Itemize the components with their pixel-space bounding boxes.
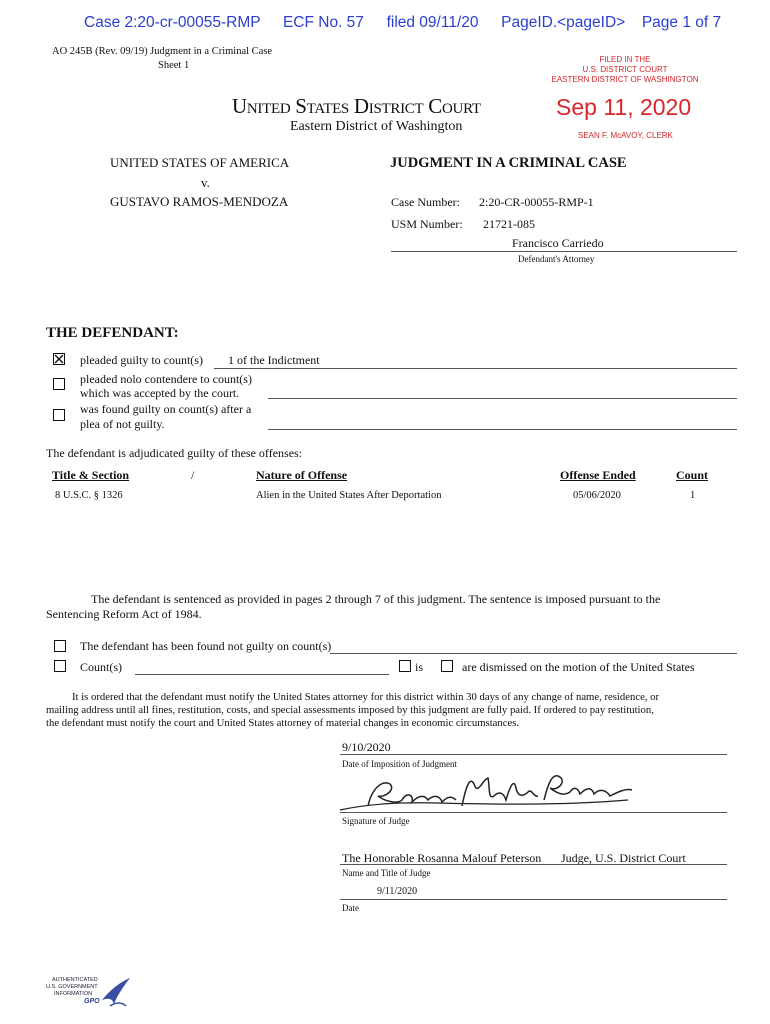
- nolo-text-2: which was accepted by the court.: [80, 386, 240, 400]
- court-district: Eastern District of Washington: [290, 119, 463, 134]
- attorney-label: Defendant's Attorney: [518, 254, 595, 264]
- is-text: is: [415, 660, 424, 674]
- counts-line: [135, 674, 389, 675]
- header-count: Count: [676, 468, 709, 482]
- ecf-filed: filed 09/11/20: [386, 14, 479, 31]
- signature-label: Signature of Judge: [342, 816, 410, 826]
- row-offense-ended: 05/06/2020: [573, 490, 621, 501]
- order-line1: It is ordered that the defendant must notify the United States attorney for this district within 30 days of any change of name, residence, or: [72, 691, 660, 703]
- found-guilty-line: [268, 429, 737, 430]
- imposition-label: Date of Imposition of Judgment: [342, 759, 457, 769]
- judge-name: The Honorable Rosanna Malouf Peterson: [342, 851, 542, 865]
- stamp-line3: EASTERN DISTRICT OF WASHINGTON: [551, 75, 699, 84]
- imposition-date: 9/10/2020: [342, 740, 391, 754]
- header-slash: /: [191, 468, 195, 482]
- ecf-number: ECF No. 57: [282, 14, 364, 31]
- header-offense-ended: Offense Ended: [560, 468, 636, 482]
- checkbox-is[interactable]: [399, 660, 411, 672]
- case-number-label: Case Number:: [391, 195, 460, 209]
- signature-graphic: [338, 766, 638, 816]
- order-line3: the defendant must notify the court and United States attorney of material changes in economic circumstances.: [46, 717, 520, 729]
- ecf-page: Page 1 of 7: [641, 14, 722, 31]
- gpo-logo: [44, 976, 134, 1016]
- judgment-title: JUDGMENT IN A CRIMINAL CASE: [390, 155, 627, 171]
- defendant-heading: THE DEFENDANT:: [46, 325, 179, 341]
- sentence-line1: The defendant is sentenced as provided in pages 2 through 7 of this judgment. The sentence is imposed pursuant to the: [91, 592, 661, 606]
- usm-number: 21721-085: [483, 217, 535, 231]
- gpo-line2: U.S. GOVERNMENT: [46, 984, 98, 990]
- versus: v.: [201, 175, 210, 190]
- checkbox-are[interactable]: [441, 660, 453, 672]
- header-title-section: Title & Section: [52, 468, 130, 482]
- ecf-header: [84, 14, 721, 32]
- checkbox-not-guilty[interactable]: [54, 640, 66, 652]
- plaintiff-name: UNITED STATES OF AMERICA: [110, 155, 290, 170]
- court-title-text: United States District Court: [232, 94, 481, 118]
- row-title-section: 8 U.S.C. § 1326: [55, 490, 123, 501]
- check-x-icon: [54, 354, 64, 364]
- stamp-line2: U.S. DISTRICT COURT: [582, 65, 668, 74]
- found-guilty-text-2: plea of not guilty.: [80, 417, 165, 431]
- imposition-line: [340, 754, 727, 755]
- not-guilty-line: [330, 653, 737, 654]
- nolo-text-1: pleaded nolo contendere to count(s): [80, 372, 252, 386]
- found-guilty-text-1: was found guilty on count(s) after a: [80, 402, 252, 416]
- ecf-case: Case 2:20-cr-00055-RMP: [84, 14, 261, 31]
- checkbox-nolo-contendere[interactable]: [53, 378, 65, 390]
- form-sheet: Sheet 1: [158, 60, 190, 71]
- usm-label: USM Number:: [391, 217, 463, 231]
- court-title: [232, 94, 481, 119]
- header-nature: Nature of Offense: [256, 468, 348, 482]
- row-nature: Alien in the United States After Deportation: [256, 490, 442, 501]
- pleaded-guilty-text: pleaded guilty to count(s): [80, 353, 203, 367]
- attorney-name: Francisco Carriedo: [512, 236, 604, 250]
- stamp-date: Sep 11, 2020: [556, 94, 692, 120]
- case-number: 2:20-CR-00055-RMP-1: [479, 195, 594, 209]
- attorney-line: [391, 251, 737, 252]
- eagle-icon: [96, 972, 136, 1012]
- signature-line: [340, 812, 727, 813]
- judgment-date: 9/11/2020: [377, 886, 418, 897]
- are-text: are dismissed on the motion of the United States: [462, 660, 695, 674]
- not-guilty-text: The defendant has been found not guilty on count(s): [80, 639, 332, 653]
- ecf-page-id: PageID.<pageID>: [501, 14, 626, 31]
- filing-stamp: [550, 55, 700, 85]
- date-label: Date: [342, 903, 359, 913]
- gpo-line3: INFORMATION: [54, 991, 93, 997]
- name-title-label: Name and Title of Judge: [342, 868, 431, 878]
- checkbox-counts[interactable]: [54, 660, 66, 672]
- stamp-line1: FILED IN THE: [599, 55, 651, 64]
- counts-text: Count(s): [80, 660, 122, 674]
- judge-signature: [338, 766, 638, 816]
- row-count: 1: [690, 490, 696, 501]
- pleaded-guilty-line: [214, 368, 737, 369]
- nolo-line: [268, 398, 737, 399]
- adjudicated-text: The defendant is adjudicated guilty of these offenses:: [46, 446, 303, 460]
- defendant-name: GUSTAVO RAMOS-MENDOZA: [110, 194, 289, 209]
- judge-title: Judge, U.S. District Court: [561, 851, 686, 865]
- date-line: [340, 899, 727, 900]
- gpo-line1: AUTHENTICATED: [52, 977, 98, 983]
- pleaded-guilty-value: 1 of the Indictment: [228, 353, 320, 367]
- judge-line: [340, 864, 727, 865]
- checkbox-found-guilty[interactable]: [53, 409, 65, 421]
- gpo-line4: GPO: [84, 998, 100, 1005]
- sentence-line2: Sentencing Reform Act of 1984.: [46, 607, 202, 621]
- form-id: AO 245B (Rev. 09/19) Judgment in a Criminal Case: [52, 46, 273, 57]
- checkbox-pleaded-guilty[interactable]: [53, 353, 65, 365]
- order-line2: mailing address until all fines, restitution, costs, and special assessments imposed by this judgment are fully paid. If ordered to pay restitution,: [46, 704, 654, 716]
- stamp-clerk: SEAN F. McAVOY, CLERK: [578, 131, 673, 140]
